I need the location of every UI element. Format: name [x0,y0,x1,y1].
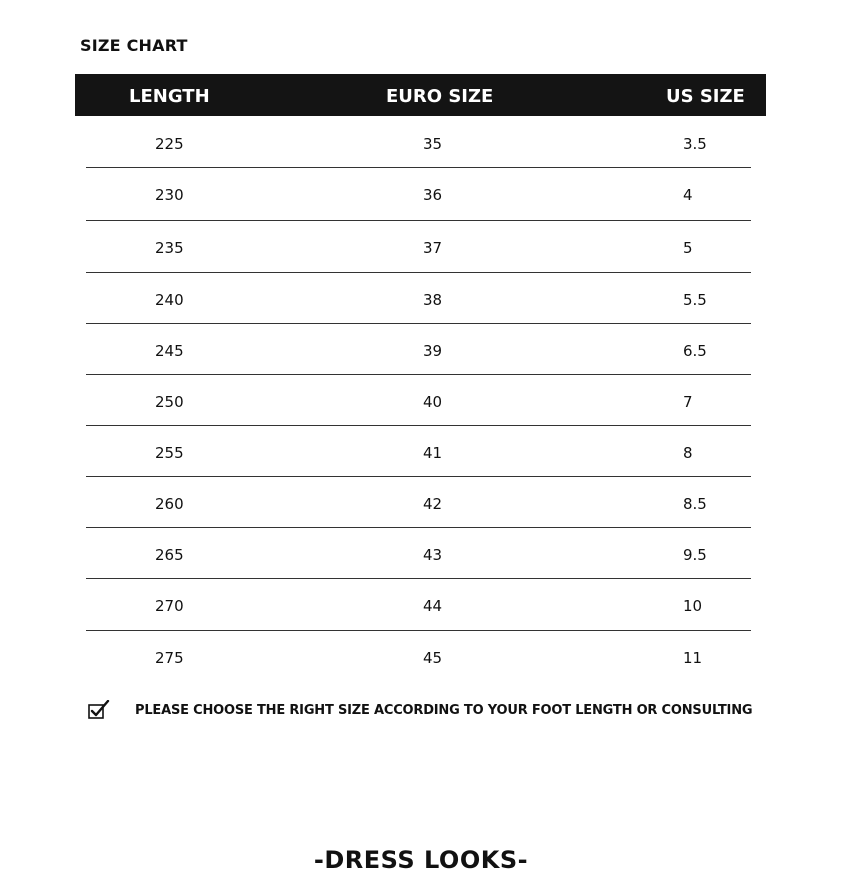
cell-us-size: 10 [683,597,703,615]
header-euro-size: EURO SIZE [386,86,494,107]
cell-length: 265 [155,546,184,564]
cell-length: 225 [155,135,184,153]
cell-length: 255 [155,444,184,462]
cell-euro-size: 45 [423,649,443,667]
cell-length: 260 [155,495,184,513]
cell-euro-size: 37 [423,239,443,257]
cell-length: 270 [155,597,184,615]
cell-us-size: 8 [683,444,693,462]
cell-euro-size: 44 [423,597,443,615]
cell-length: 245 [155,342,184,360]
cell-euro-size: 42 [423,495,443,513]
cell-euro-size: 38 [423,291,443,309]
size-note [88,700,752,720]
cell-euro-size: 35 [423,135,443,153]
header-length: LENGTH [129,86,210,107]
table-row [0,476,842,527]
cell-us-size: 5 [683,239,693,257]
cell-us-size: 6.5 [683,342,707,360]
size-chart-title: SIZE CHART [80,36,188,55]
table-row [0,374,842,425]
cell-euro-size: 40 [423,393,443,411]
table-header [75,74,766,116]
cell-length: 235 [155,239,184,257]
footer-heading: -DRESS LOOKS- [313,846,529,874]
header-us-size: US SIZE [666,86,745,107]
table-row [0,527,842,578]
cell-us-size: 5.5 [683,291,707,309]
table-row [0,578,842,629]
table-row [0,272,842,323]
table-row [0,630,842,681]
cell-euro-size: 43 [423,546,443,564]
table-row [0,116,842,167]
note-text: PLEASE CHOOSE THE RIGHT SIZE ACCORDING TO YOUR FOOT LENGTH OR CONSULTING [135,702,753,718]
cell-us-size: 4 [683,186,693,204]
table-row [0,425,842,476]
checkbox-checked-icon [88,700,110,720]
cell-us-size: 7 [683,393,693,411]
cell-us-size: 11 [683,649,703,667]
cell-euro-size: 41 [423,444,443,462]
cell-euro-size: 36 [423,186,443,204]
table-row [0,220,842,271]
cell-length: 230 [155,186,184,204]
cell-us-size: 8.5 [683,495,707,513]
cell-length: 250 [155,393,184,411]
cell-us-size: 9.5 [683,546,707,564]
cell-length: 240 [155,291,184,309]
table-row [0,167,842,218]
cell-euro-size: 39 [423,342,443,360]
table-row [0,323,842,374]
cell-length: 275 [155,649,184,667]
cell-us-size: 3.5 [683,135,707,153]
